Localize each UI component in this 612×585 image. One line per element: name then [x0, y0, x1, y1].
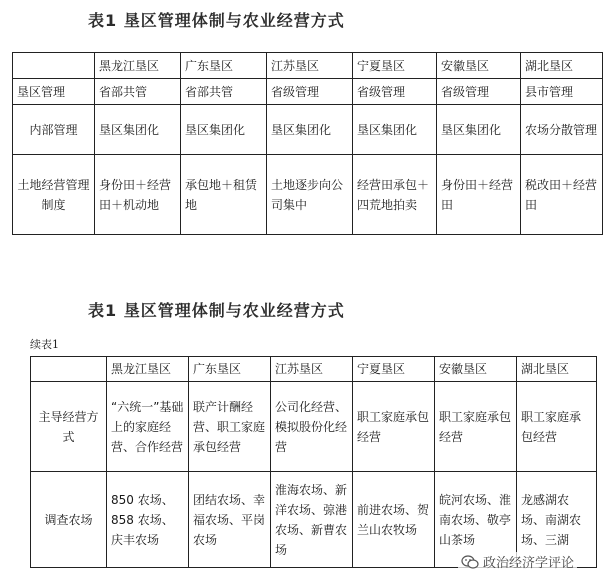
table-row — [13, 105, 603, 155]
table1 — [12, 52, 603, 235]
watermark — [458, 552, 577, 571]
table1-cell: 农场分散管理 — [521, 105, 603, 155]
table2-cell: 职工家庭承包经营 — [517, 382, 597, 472]
table1-header-cell: 黑龙江垦区 — [95, 53, 181, 79]
table1-cell: 垦区集团化 — [353, 105, 437, 155]
table1-title: 表1 垦区管理体制与农业经营方式 — [88, 11, 345, 30]
watermark-text: 政治经济学评论 — [483, 556, 575, 571]
table2-header-cell: 黑龙江垦区 — [107, 357, 189, 382]
table2-cell: “六统一”基础上的家庭经营、合作经营 — [107, 382, 189, 472]
table2 — [30, 356, 597, 568]
table1-row-label: 土地经营管理制度 — [13, 155, 95, 235]
table2-cell: 850 农场、858 农场、庆丰农场 — [107, 472, 189, 568]
table2-cell: 团结农场、幸福农场、平岗农场 — [189, 472, 271, 568]
table2-title: 表1 垦区管理体制与农业经营方式 — [88, 301, 345, 320]
table1-header-cell: 湖北垦区 — [521, 53, 603, 79]
table1-row-label: 垦区管理 — [13, 79, 95, 105]
table2-cell: 联产计酬经营、职工家庭承包经营 — [189, 382, 271, 472]
table1-header-cell: 宁夏垦区 — [353, 53, 437, 79]
table1-cell: 县市管理 — [521, 79, 603, 105]
continued-table-label: 续表1 — [30, 338, 59, 351]
table1-cell: 承包地＋租赁地 — [181, 155, 267, 235]
table2-header-cell — [31, 357, 107, 382]
table1-cell: 省级管理 — [267, 79, 353, 105]
table1-cell: 垦区集团化 — [437, 105, 521, 155]
table1-cell: 身份田＋经营田＋机动地 — [95, 155, 181, 235]
table1-header-row — [13, 53, 603, 79]
table1-cell: 垦区集团化 — [95, 105, 181, 155]
table1-cell: 垦区集团化 — [267, 105, 353, 155]
table2-cell: 公司化经营、模拟股份化经营 — [271, 382, 353, 472]
table2-cell: 皖河农场、淮南农场、敬亭山茶场 — [435, 472, 517, 568]
table1-cell: 省级管理 — [353, 79, 437, 105]
table1-cell: 省部共管 — [95, 79, 181, 105]
table2-header-cell: 宁夏垦区 — [353, 357, 435, 382]
table2-header-cell: 广东垦区 — [189, 357, 271, 382]
table2-header-cell: 湖北垦区 — [517, 357, 597, 382]
table1-cell: 省级管理 — [437, 79, 521, 105]
table1-row-label: 内部管理 — [13, 105, 95, 155]
table1-cell: 垦区集团化 — [181, 105, 267, 155]
table2-cell: 职工家庭承包经营 — [353, 382, 435, 472]
table2-cell: 龙感湖农场、南湖农场、三湖 — [517, 472, 597, 568]
table1-cell: 身份田＋经营田 — [437, 155, 521, 235]
table2-header-cell: 安徽垦区 — [435, 357, 517, 382]
wechat-icon — [461, 555, 479, 569]
table1-header-cell — [13, 53, 95, 79]
table1-cell: 省部共管 — [181, 79, 267, 105]
table1-header-cell: 安徽垦区 — [437, 53, 521, 79]
table2-row-label: 主导经营方式 — [31, 382, 107, 472]
table1-cell: 经营田承包＋四荒地拍卖 — [353, 155, 437, 235]
table-row — [13, 155, 603, 235]
table-row — [31, 382, 597, 472]
table2-cell: 前进农场、贺兰山农牧场 — [353, 472, 435, 568]
table2-header-row — [31, 357, 597, 382]
table-row — [13, 79, 603, 105]
table1-header-cell: 广东垦区 — [181, 53, 267, 79]
table2-cell: 职工家庭承包经营 — [435, 382, 517, 472]
table2-header-cell: 江苏垦区 — [271, 357, 353, 382]
table1-cell: 税改田＋经营田 — [521, 155, 603, 235]
table2-row-label: 调查农场 — [31, 472, 107, 568]
table1-header-cell: 江苏垦区 — [267, 53, 353, 79]
table1-cell: 土地逐步向公司集中 — [267, 155, 353, 235]
table2-cell: 淮海农场、新洋农场、弶港农场、新曹农场 — [271, 472, 353, 568]
